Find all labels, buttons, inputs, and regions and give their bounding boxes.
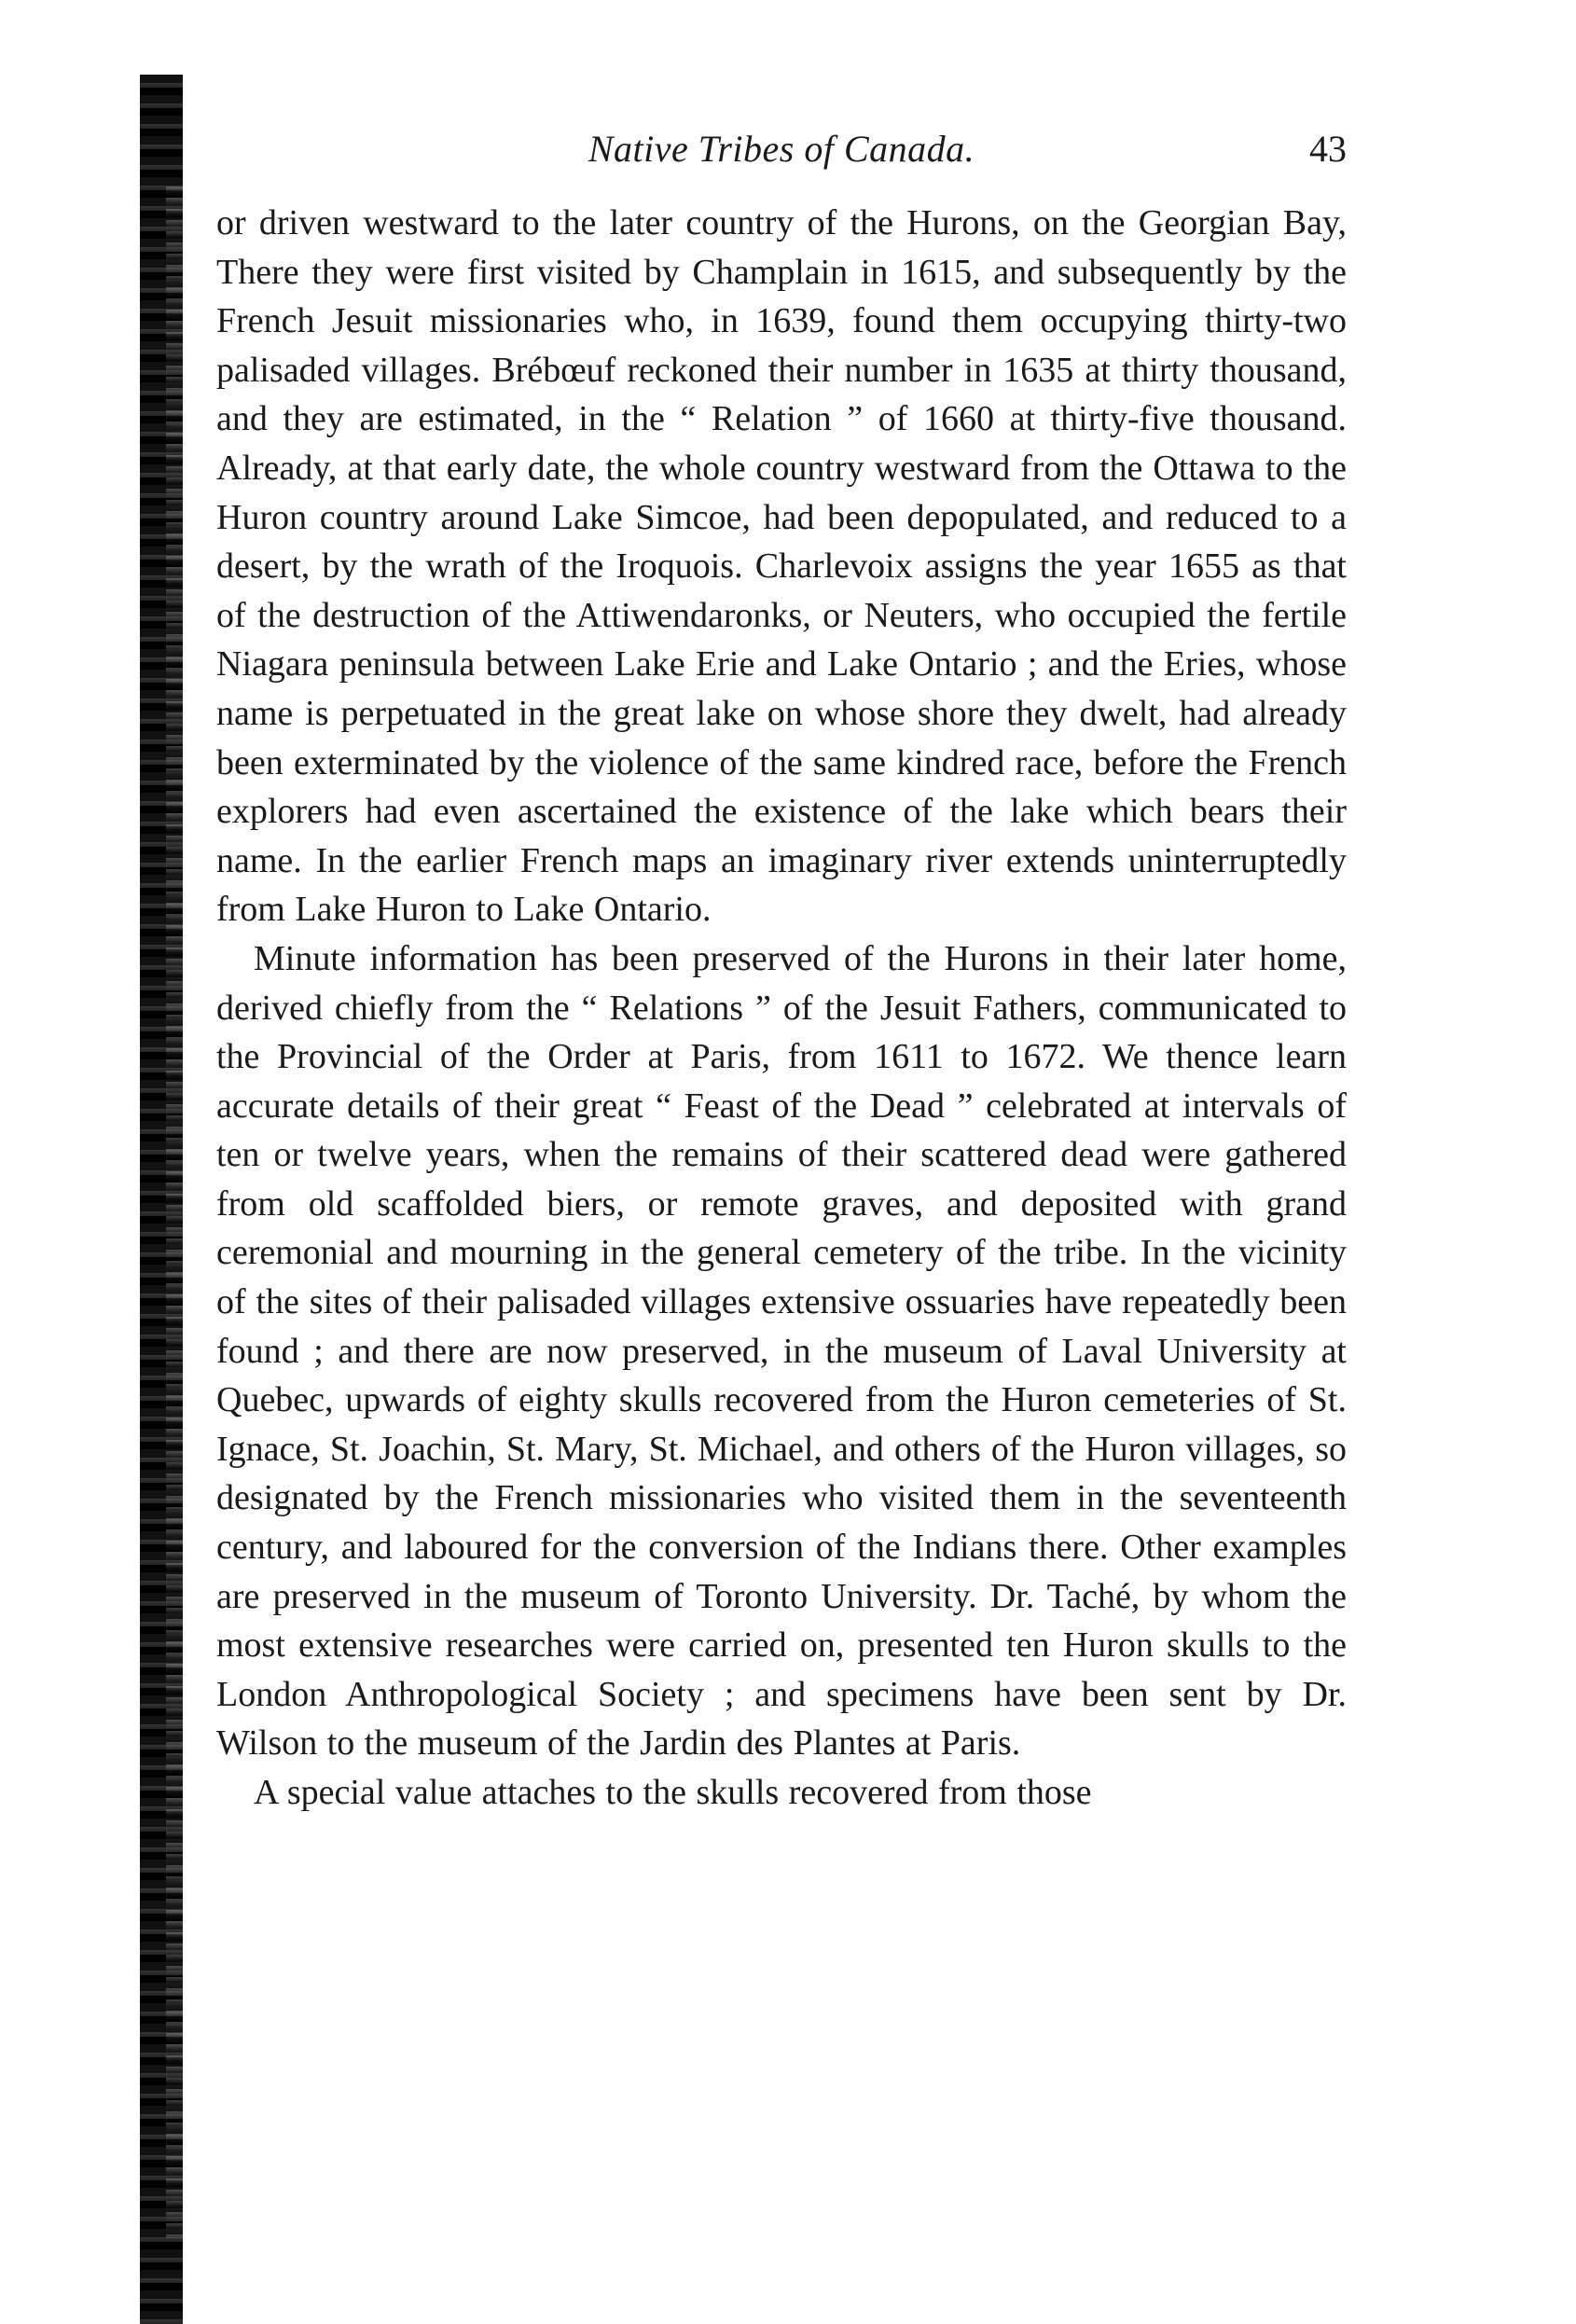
running-title: Native Tribes of Canada. xyxy=(588,128,975,170)
page-number: 43 xyxy=(1309,128,1347,170)
running-head xyxy=(216,126,1347,173)
paragraph-special-value: A special value attaches to the skulls recovered from those xyxy=(254,1773,1092,1812)
paragraph-continued: or driven westward to the later country of the Hurons, on the Georgian Bay, There they were first visited by Champlain in 1615, and subsequently by the French Jesuit missionaries who, in 1639, found them occupying thirty-two palisaded villages. Brébœuf reckoned their number in 1635 at thirty thousand, and they are estimated, in the “ Relation ” of 1660 at thirty-five thousand. Already, at that early date, the whole country westward from the Ottawa to the Huron country around Lake Simcoe, had been depopulated, and reduced to a desert, by the wrath of the Iroquois. Charlevoix assigns the year 1655 as that of the destruction of the Attiwendaronks, or Neuters, who occupied the fertile Niagara peninsula between Lake Erie and Lake Ontario ; and the Eries, whose name is perpetuated in the great lake on whose shore they dwelt, had already been exterminated by the violence of the same kindred race, before the French explorers had even ascertained the existence of the lake which bears their name. In the earlier French maps an imaginary river extends uninterruptedly from Lake Huron to Lake Ontario. xyxy=(216,203,1347,930)
page-body xyxy=(216,199,1347,2288)
book-binding-edge xyxy=(140,75,183,2324)
paragraph-huron-relations: Minute information has been preserved of the Hurons in their later home, derived chiefly from the “ Relations ” of the Jesuit Fathers, communicated to the Provincial of the Order at Paris, from 1611 to 1672. We thence learn accurate details of their great “ Feast of the Dead ” celebrated at intervals of ten or twelve years, when the remains of their scattered dead were gathered from old scaffolded biers, or remote graves, and deposited with grand ceremonial and mourning in the general cemetery of the tribe. In the vicinity of the sites of their palisaded villages extensive ossuaries have repeatedly been found ; and there are now preserved, in the museum of Laval University at Quebec, upwards of eighty skulls recovered from the Huron cemeteries of St. Ignace, St. Joachin, St. Mary, St. Michael, and others of the Huron villages, so designated by the French missionaries who visited them in the seventeenth century, and laboured for the conversion of the Indians there. Other examples are preserved in the museum of Toronto University. Dr. Taché, by whom the most extensive researches were carried on, presented ten Huron skulls to the London Anthropological Society ; and specimens have been sent by Dr. Wilson to the museum of the Jardin des Plantes at Paris. xyxy=(216,938,1347,1764)
